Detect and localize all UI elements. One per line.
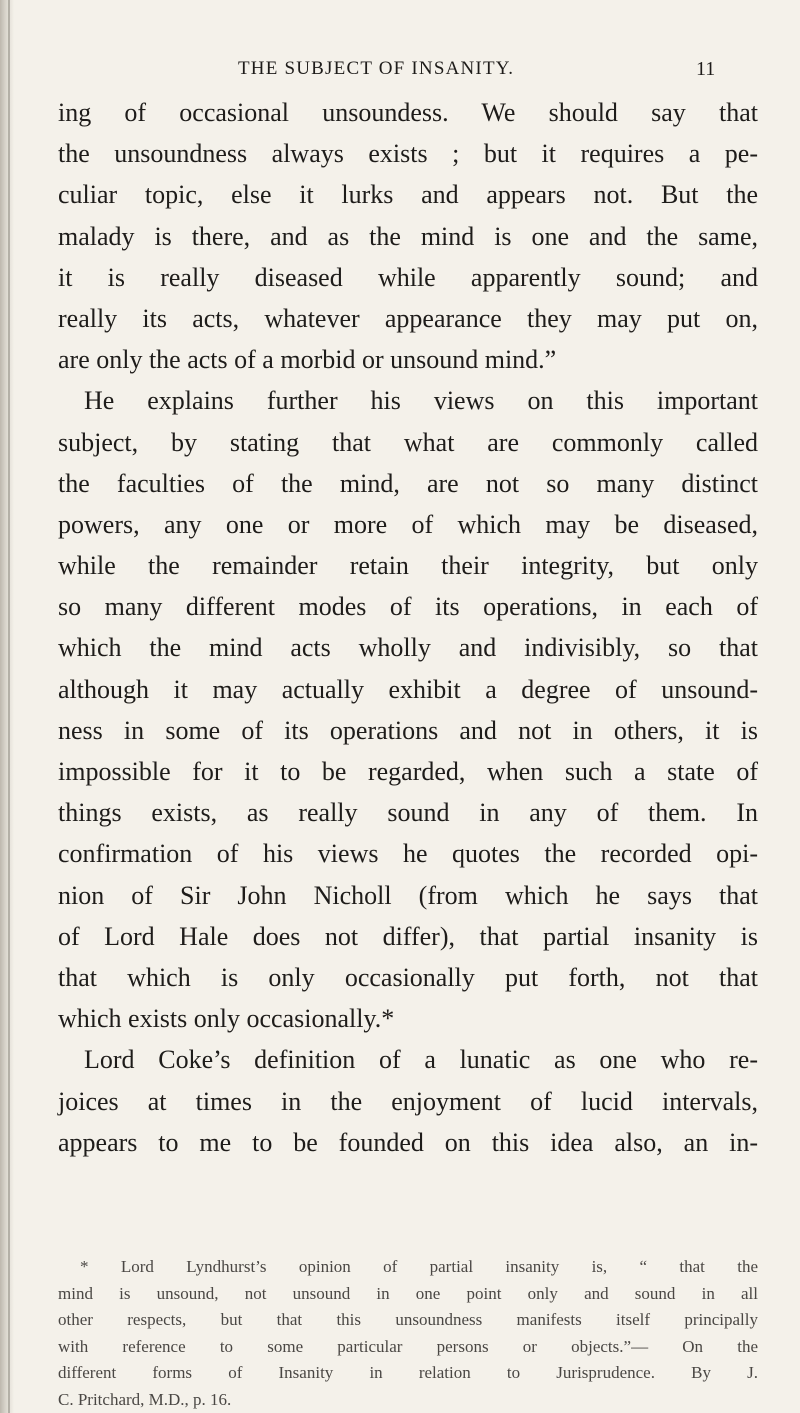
text-line: the unsoundness always exists ; but it requires a pe-: [58, 139, 758, 169]
text-line: Lord Coke’s definition of a lunatic as one who re-: [84, 1045, 758, 1075]
text-line: while the remainder retain their integrity, but only: [58, 551, 758, 581]
text-line: joices at times in the enjoyment of lucid intervals,: [58, 1086, 758, 1116]
footnote-line: C. Pritchard, M.D., p. 16.: [58, 1389, 232, 1409]
text-line: ing of occasional unsoundess. We should say that: [58, 98, 758, 127]
footnote-line: different forms of Insanity in relation to Jurisprudence. By J.: [58, 1363, 758, 1382]
footnote: [58, 1254, 758, 1413]
text-line: ness in some of its operations and not in others, it is: [58, 715, 758, 745]
text-line: subject, by stating that what are commonly called: [58, 427, 758, 457]
footnote-line: other respects, but that this unsoundness manifests itself principally: [58, 1310, 758, 1329]
footnote-line: with reference to some particular persons or objects.”— On the: [58, 1336, 758, 1356]
text-line: of Lord Hale does not differ), that partial insanity is: [58, 921, 758, 951]
text-line: are only the acts of a morbid or unsound mind.”: [58, 345, 557, 375]
text-line: powers, any one or more of which may be diseased,: [58, 509, 758, 539]
text-line: things exists, as really sound in any of them. In: [58, 798, 758, 828]
text-line: although it may actually exhibit a degree of unsound-: [58, 674, 758, 704]
footnote-line: mind is unsound, not unsound in one point only and sound in all: [58, 1283, 758, 1303]
text-line: the faculties of the mind, are not so many distinct: [58, 468, 758, 498]
running-header: [0, 58, 800, 88]
text-line: appears to me to be founded on this idea also, an in-: [58, 1127, 758, 1157]
text-line: that which is only occasionally put forth, not that: [58, 962, 758, 992]
body-text: [58, 92, 758, 1163]
text-line: impossible for it to be regarded, when such a state of: [58, 757, 758, 786]
text-line: nion of Sir John Nicholl (from which he says that: [58, 880, 758, 910]
running-title: THE SUBJECT OF INSANITY.: [238, 58, 515, 79]
text-line: which the mind acts wholly and indivisibly, so that: [58, 633, 758, 663]
text-line: malady is there, and as the mind is one and the same,: [58, 221, 758, 251]
footnote-line: * Lord Lyndhurst’s opinion of partial insanity is, “ that the: [80, 1257, 758, 1276]
text-line: really its acts, whatever appearance they may put on,: [58, 303, 758, 333]
page-number: 11: [696, 58, 716, 80]
text-line: it is really diseased while apparently sound; and: [58, 262, 758, 292]
text-line: He explains further his views on this important: [84, 386, 758, 416]
text-line: which exists only occasionally.*: [58, 1004, 395, 1034]
page-binding-edge: [0, 0, 14, 1413]
text-line: so many different modes of its operations, in each of: [58, 592, 758, 622]
page-binding-line: [8, 0, 10, 1413]
text-line: confirmation of his views he quotes the recorded opi-: [58, 839, 758, 869]
text-line: culiar topic, else it lurks and appears not. But the: [58, 180, 758, 210]
